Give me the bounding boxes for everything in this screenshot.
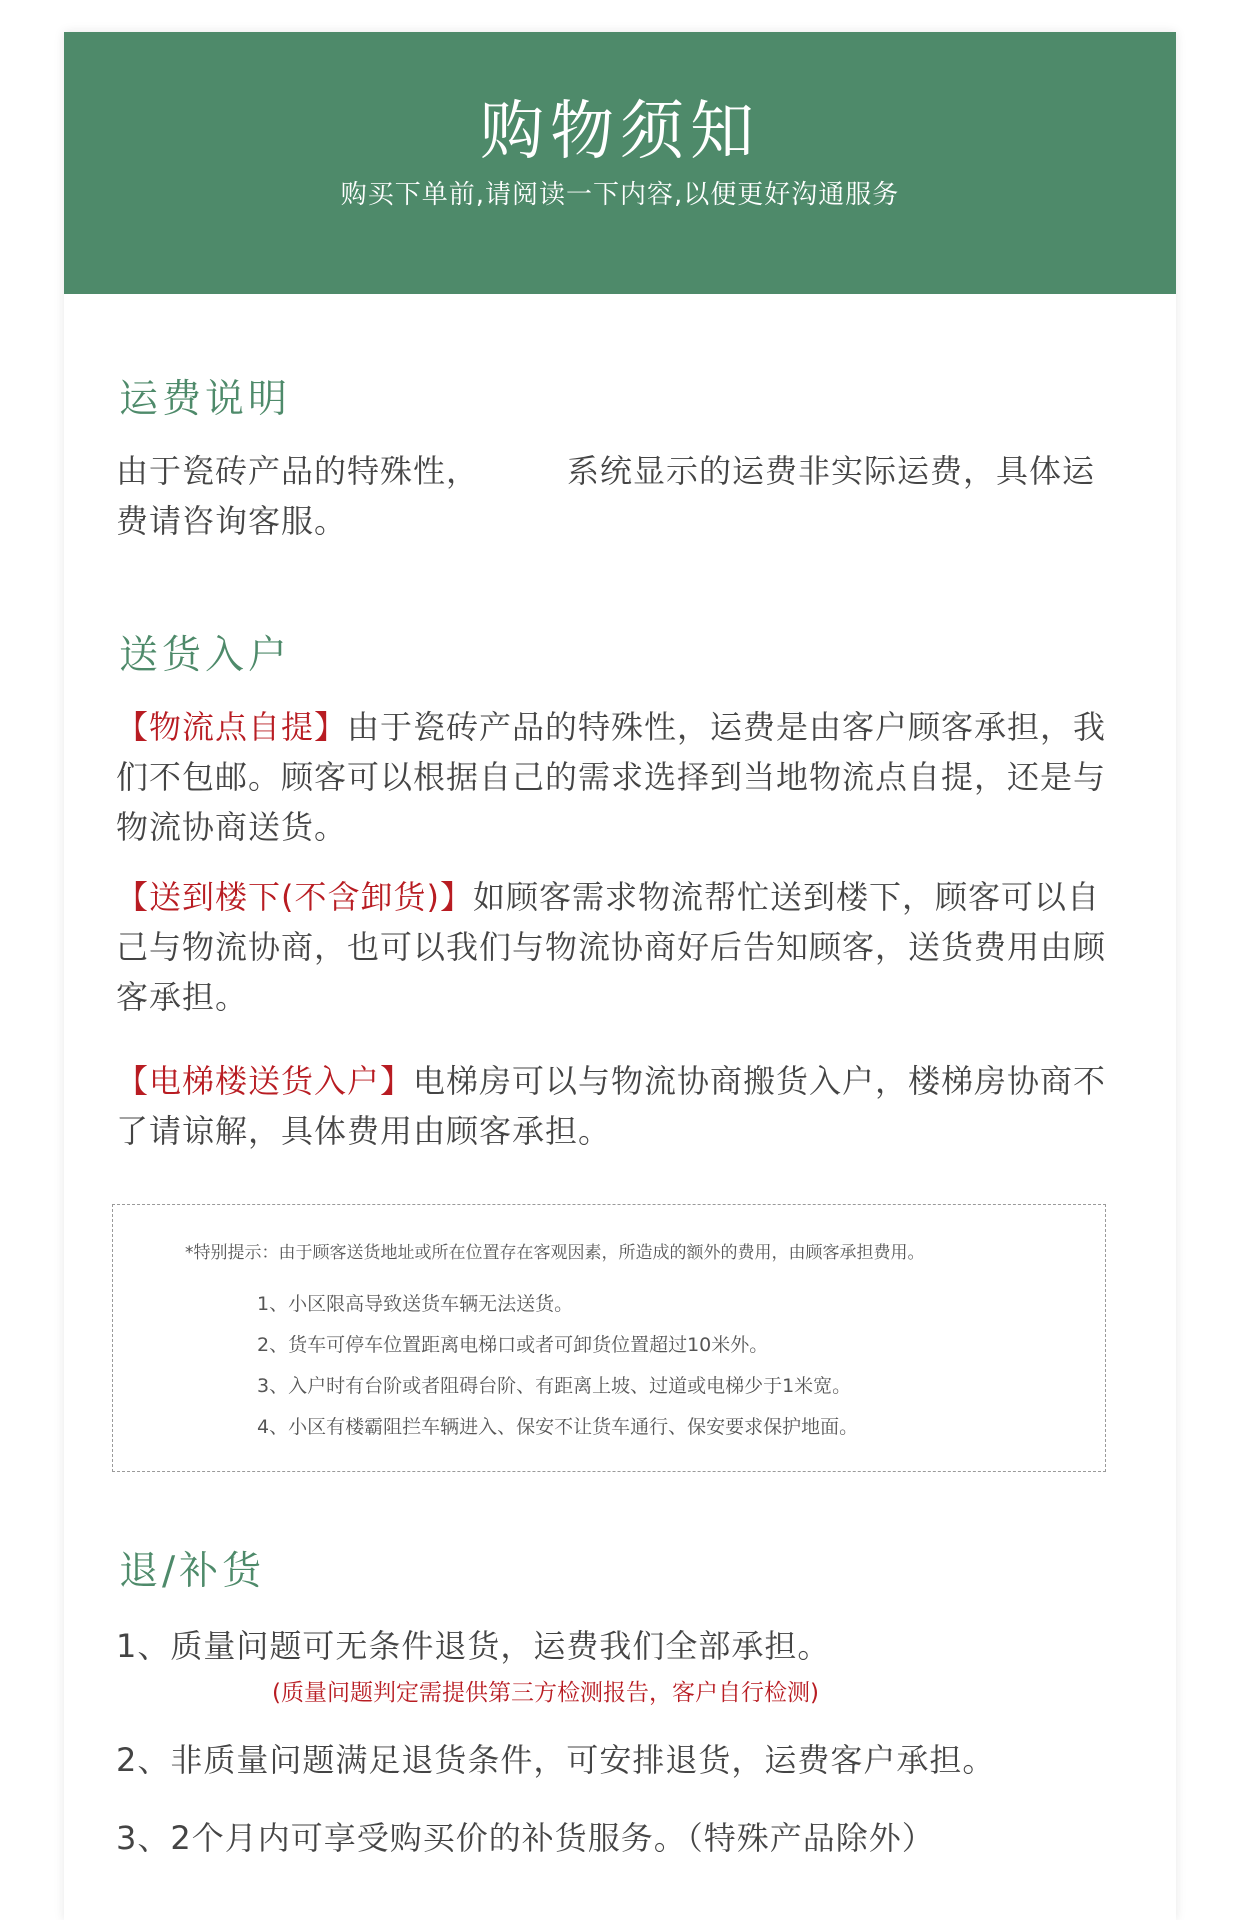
delivery-option-text: 电梯房可以与物流协商搬货入户，楼梯房协商不了请谅解，具体费用由顾客承担。	[116, 1062, 1107, 1150]
shipping-text-part2: 系统显示的运费非实际运费，具体运费请咨询客服。	[116, 452, 1096, 540]
notice-item: 4、小区有楼霸阻拦车辆进入、保安不让货车通行、保安要求保护地面。	[257, 1416, 859, 1438]
special-notice-box	[112, 1204, 1106, 1472]
shipping-heading: 运费说明	[119, 377, 292, 422]
delivery-option-self-pickup	[116, 702, 1116, 852]
delivery-option-text: 由于瓷砖产品的特殊性，运费是由客户顾客承担，我们不包邮。顾客可以根据自己的需求选择到当地物流点自提，还是与物流协商送货。	[116, 708, 1107, 846]
page-subtitle: 购买下单前,请阅读一下内容,以便更好沟通服务	[340, 180, 900, 210]
notice-item: 3、入户时有台阶或者阻碍台阶、有距离上坡、过道或电梯少于1米宽。	[257, 1375, 852, 1397]
return-item: 1、质量问题可无条件退货，运费我们全部承担。	[116, 1627, 831, 1665]
delivery-heading: 送货入户	[119, 633, 292, 678]
delivery-option-tag: 【电梯楼送货入户】	[116, 1062, 414, 1100]
notice-item: 2、货车可停车位置距离电梯口或者可卸货位置超过10米外。	[257, 1334, 769, 1356]
special-notice-title: *特别提示：由于顾客送货地址或所在位置存在客观因素，所造成的额外的费用，由顾客承担费用。	[185, 1243, 925, 1263]
return-item: 2、非质量问题满足退货条件，可安排退货，运费客户承担。	[116, 1741, 996, 1779]
shipping-text-part1: 由于瓷砖产品的特殊性，	[116, 452, 480, 490]
delivery-option-elevator	[116, 1056, 1116, 1156]
delivery-option-tag: 【送到楼下(不含卸货)】	[116, 878, 473, 916]
notice-item: 1、小区限高导致送货车辆无法送货。	[257, 1293, 574, 1315]
shipping-description	[116, 446, 1116, 546]
return-item: 3、2个月内可享受购买价的补货服务。（特殊产品除外）	[116, 1819, 935, 1857]
shopping-notice-card	[64, 32, 1176, 1920]
delivery-option-text: 如顾客需求物流帮忙送到楼下，顾客可以自己与物流协商，也可以我们与物流协商好后告知顾客，送货费用由顾客承担。	[116, 878, 1107, 1016]
header-banner	[64, 32, 1176, 294]
delivery-option-tag: 【物流点自提】	[116, 708, 348, 746]
page-title: 购物须知	[480, 95, 760, 169]
returns-heading: 退/补货	[119, 1549, 266, 1594]
delivery-option-downstairs	[116, 872, 1116, 1022]
quality-note: (质量问题判定需提供第三方检测报告，客户自行检测)	[272, 1680, 819, 1706]
